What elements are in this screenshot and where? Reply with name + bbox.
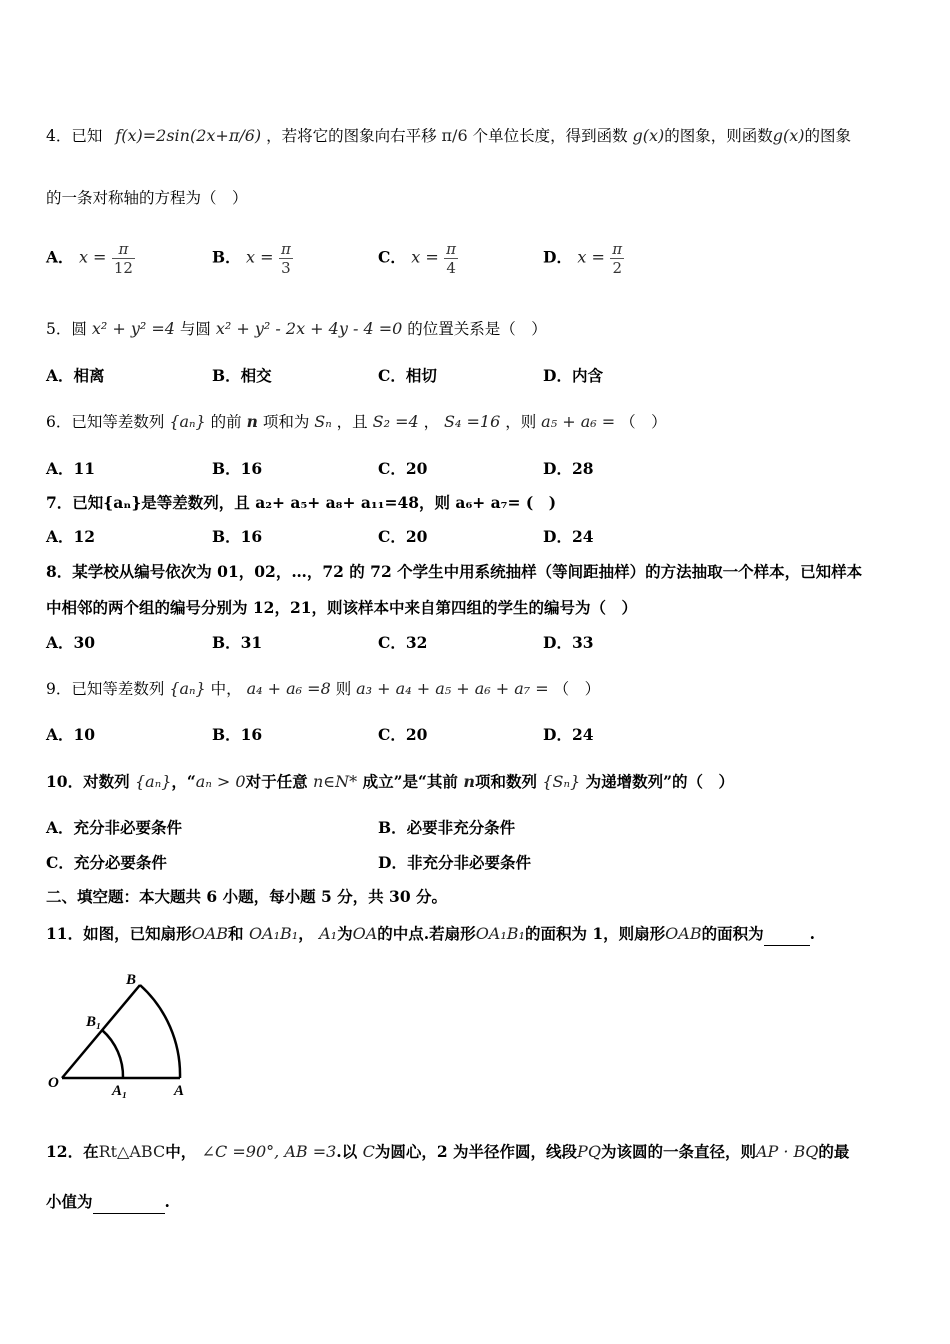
q6-expression: a₅ + a₆ = [541, 412, 616, 431]
question-12 [46, 1140, 910, 1164]
q9-number: 9．已知等差数列 [46, 680, 165, 698]
q5-circle-2: x² + y² - 2x + 4y - 4 =0 [215, 319, 403, 338]
q12-triangle: Rt△ABC [98, 1142, 166, 1161]
q11-oab-2: OAB [665, 924, 702, 943]
q12-text-3: 为圆心，2 为半径作圆，线段 [374, 1142, 578, 1161]
q11-number: 11．如图，已知扇形 [46, 924, 192, 943]
q12-pq: PQ [577, 1142, 601, 1161]
q11-oa1b1-2: OA₁B₁ [475, 924, 525, 943]
q12-text-2: .以 [336, 1142, 358, 1161]
question-7: 7．已知{aₙ}是等差数列，且 a₂+ a₅+ a₈+ a₁₁=48，则 a₆+ a₇= ( ) [46, 493, 557, 512]
q11-answer-blank[interactable] [764, 945, 810, 946]
q10-text-1: ，“ [171, 772, 196, 791]
q11-text-4: 的面积为 1，则扇形 [524, 924, 666, 943]
q4-option-b[interactable] [212, 240, 293, 277]
q5-option-c[interactable]: C．相切 [378, 366, 437, 385]
q9-option-d[interactable]: D．24 [543, 725, 594, 744]
q4-text-3: 的图象，则函数 [664, 127, 773, 145]
q11-a1: A₁ [319, 924, 338, 943]
q4-g2: g(x) [772, 126, 805, 145]
q9-expression: a₃ + a₄ + a₅ + a₆ + a₇ = [356, 679, 549, 698]
q6-text-5: （ ） [620, 413, 667, 431]
q12-expression: AP · BQ [755, 1142, 819, 1161]
q4-option-c[interactable] [378, 240, 458, 277]
q6-sn: Sₙ [314, 412, 332, 431]
q12-condition: ∠C =90°, AB =3 [201, 1142, 337, 1161]
q5-text-2: 的位置关系是（ ） [407, 320, 547, 338]
question-8-line-2: 中相邻的两个组的编号分别为 12，21，则该样本中来自第四组的学生的编号为（ ） [46, 598, 638, 617]
q7-option-d[interactable]: D．24 [543, 527, 594, 546]
q10-n-in-N: n∈N* [313, 772, 358, 791]
label-A1: A₁ [112, 1083, 128, 1099]
label-A: A [174, 1083, 185, 1099]
arc-AB [140, 985, 180, 1078]
arc-A1B1 [102, 1030, 123, 1078]
q5-option-b[interactable]: B．相交 [212, 366, 272, 385]
q12-text-5: 的最 [818, 1142, 850, 1161]
q4-option-a-lhs: x = [78, 247, 107, 267]
question-9 [46, 677, 910, 701]
q12-line-2 [46, 1190, 910, 1214]
q6-text-4: ，则 [505, 413, 537, 431]
q9-text-2: 则 [335, 680, 352, 698]
q10-option-c[interactable]: C．充分必要条件 [46, 853, 167, 872]
q6-number: 6．已知等差数列 [46, 413, 165, 431]
q5-text-1: 与圆 [179, 320, 211, 338]
q4-option-d[interactable] [543, 240, 624, 277]
q9-condition: a₄ + a₆ =8 [246, 679, 331, 698]
label-B: B [126, 972, 137, 988]
q6-n: n [246, 412, 258, 431]
segment-OB [62, 985, 140, 1078]
q6-option-d[interactable]: D．28 [543, 459, 594, 478]
q6-s4: S₄ =16 [444, 412, 501, 431]
q12-text-4: 为该圆的一条直径，则 [600, 1142, 756, 1161]
q4-option-b-num: π [280, 240, 291, 258]
question-6 [46, 410, 910, 434]
q6-text-3: ，且 [336, 413, 368, 431]
q5-number: 5．圆 [46, 320, 87, 338]
q4-option-c-den: 4 [446, 259, 456, 277]
question-5 [46, 317, 910, 341]
q8-option-d[interactable]: D．33 [543, 633, 594, 652]
q6-option-b[interactable]: B．16 [212, 459, 263, 478]
q10-option-a[interactable]: A．充分非必要条件 [46, 818, 183, 837]
label-B1: B₁ [86, 1014, 102, 1030]
q4-option-d-label: D． [543, 247, 572, 267]
q11-end: . [809, 924, 815, 943]
q12-end: . [164, 1192, 170, 1211]
q11-oa: OA [352, 924, 378, 943]
q7-option-b[interactable]: B．16 [212, 527, 263, 546]
question-11 [46, 922, 910, 946]
q6-sequence: {aₙ} [169, 412, 206, 431]
q4-option-d-num: π [612, 240, 623, 258]
q4-option-a-label: A． [46, 247, 74, 267]
q12-answer-blank[interactable] [93, 1213, 165, 1214]
q11-text-3: 的中点.若扇形 [377, 924, 476, 943]
q10-text-2: 对于任意 [245, 772, 308, 791]
q10-n: n [463, 772, 475, 791]
q10-text-5: 为递增数列”的（ ） [585, 772, 735, 791]
q4-function: f(x)=2sin(2x+π/6) [115, 126, 262, 145]
sector-figure [40, 965, 200, 1105]
q4-number: 4．已知 [46, 127, 103, 145]
q4-option-b-label: B． [212, 247, 241, 267]
q6-comma: ， [423, 413, 440, 431]
q4-text-4: 的图象 [804, 127, 852, 145]
q8-option-b[interactable]: B．31 [212, 633, 263, 652]
q9-text-1: 中， [210, 680, 242, 698]
q4-option-d-lhs: x = [577, 247, 605, 267]
q4-option-a[interactable] [46, 240, 135, 277]
q10-sequence: {aₙ} [134, 772, 172, 791]
label-O: O [48, 1075, 59, 1091]
question-4 [46, 124, 910, 148]
q10-sn: {Sₙ} [542, 772, 581, 791]
q4-option-c-label: C． [378, 247, 406, 267]
q4-option-a-den: 12 [113, 259, 133, 277]
q11-text-5: 的面积为 [701, 924, 764, 943]
q12-c: C [362, 1142, 375, 1161]
q10-number: 10．对数列 [46, 772, 130, 791]
q6-s2: S₂ =4 [372, 412, 419, 431]
q6-option-a[interactable]: A．11 [46, 459, 96, 478]
q4-text-2: 个单位长度，得到函数 [472, 127, 628, 145]
q4-option-d-den: 2 [612, 259, 622, 277]
q4-option-a-num: π [112, 240, 135, 259]
q8-option-c[interactable]: C．32 [378, 633, 428, 652]
q4-shift: π/6 [441, 126, 468, 145]
q5-option-a[interactable]: A．相离 [46, 366, 105, 385]
q4-option-c-fraction [444, 240, 458, 277]
q6-text-2: 项和为 [262, 413, 310, 431]
q7-option-a[interactable]: A．12 [46, 527, 96, 546]
q11-oa1b1: OA₁B₁ [248, 924, 299, 943]
q11-oab: OAB [191, 924, 229, 943]
q10-text-4: 项和数列 [474, 772, 537, 791]
q7-option-c[interactable]: C．20 [378, 527, 428, 546]
q10-text-3: 成立”是“其前 [362, 772, 458, 791]
q5-option-d[interactable]: D．内含 [543, 366, 603, 385]
question-10 [46, 770, 910, 794]
q4-g1: g(x) [632, 126, 665, 145]
q12-text-1: 中， [165, 1142, 197, 1161]
q9-text-3: （ ） [553, 680, 601, 698]
q4-option-a-fraction [112, 240, 135, 277]
q4-option-c-num: π [446, 240, 457, 258]
q6-option-c[interactable]: C．20 [378, 459, 428, 478]
q12-line-2-text: 小值为 [46, 1192, 93, 1211]
q4-option-d-fraction [610, 240, 624, 277]
q9-option-b[interactable]: B．16 [212, 725, 263, 744]
section-2-heading: 二、填空题：本大题共 6 小题，每小题 5 分，共 30 分。 [46, 887, 448, 906]
q11-comma: ， [298, 924, 314, 943]
q4-text-1: ，若将它的图象向右平移 [266, 127, 437, 145]
q6-text-1: 的前 [210, 413, 242, 431]
q9-sequence: {aₙ} [169, 679, 206, 698]
question-8-line-1: 8．某学校从编号依次为 01，02，…，72 的 72 个学生中用系统抽样（等间距抽样）的方法抽取一个样本，已知样本 [46, 562, 863, 581]
q10-option-d[interactable]: D．非充分非必要条件 [378, 853, 531, 872]
q4-option-b-fraction [279, 240, 293, 277]
q4-line-2: 的一条对称轴的方程为（ ） [46, 189, 248, 207]
q9-option-c[interactable]: C．20 [378, 725, 428, 744]
q4-option-c-lhs: x = [411, 247, 439, 267]
q9-option-a[interactable]: A．10 [46, 725, 96, 744]
q8-option-a[interactable]: A．30 [46, 633, 96, 652]
q11-text-2: 为 [337, 924, 353, 943]
q10-condition: aₙ > 0 [195, 772, 246, 791]
q11-text-1: 和 [228, 924, 244, 943]
q10-option-b[interactable]: B．必要非充分条件 [378, 818, 516, 837]
q4-option-b-lhs: x = [246, 247, 274, 267]
q5-circle-1: x² + y² =4 [91, 319, 175, 338]
q12-number: 12．在 [46, 1142, 99, 1161]
q4-option-b-den: 3 [281, 259, 291, 277]
